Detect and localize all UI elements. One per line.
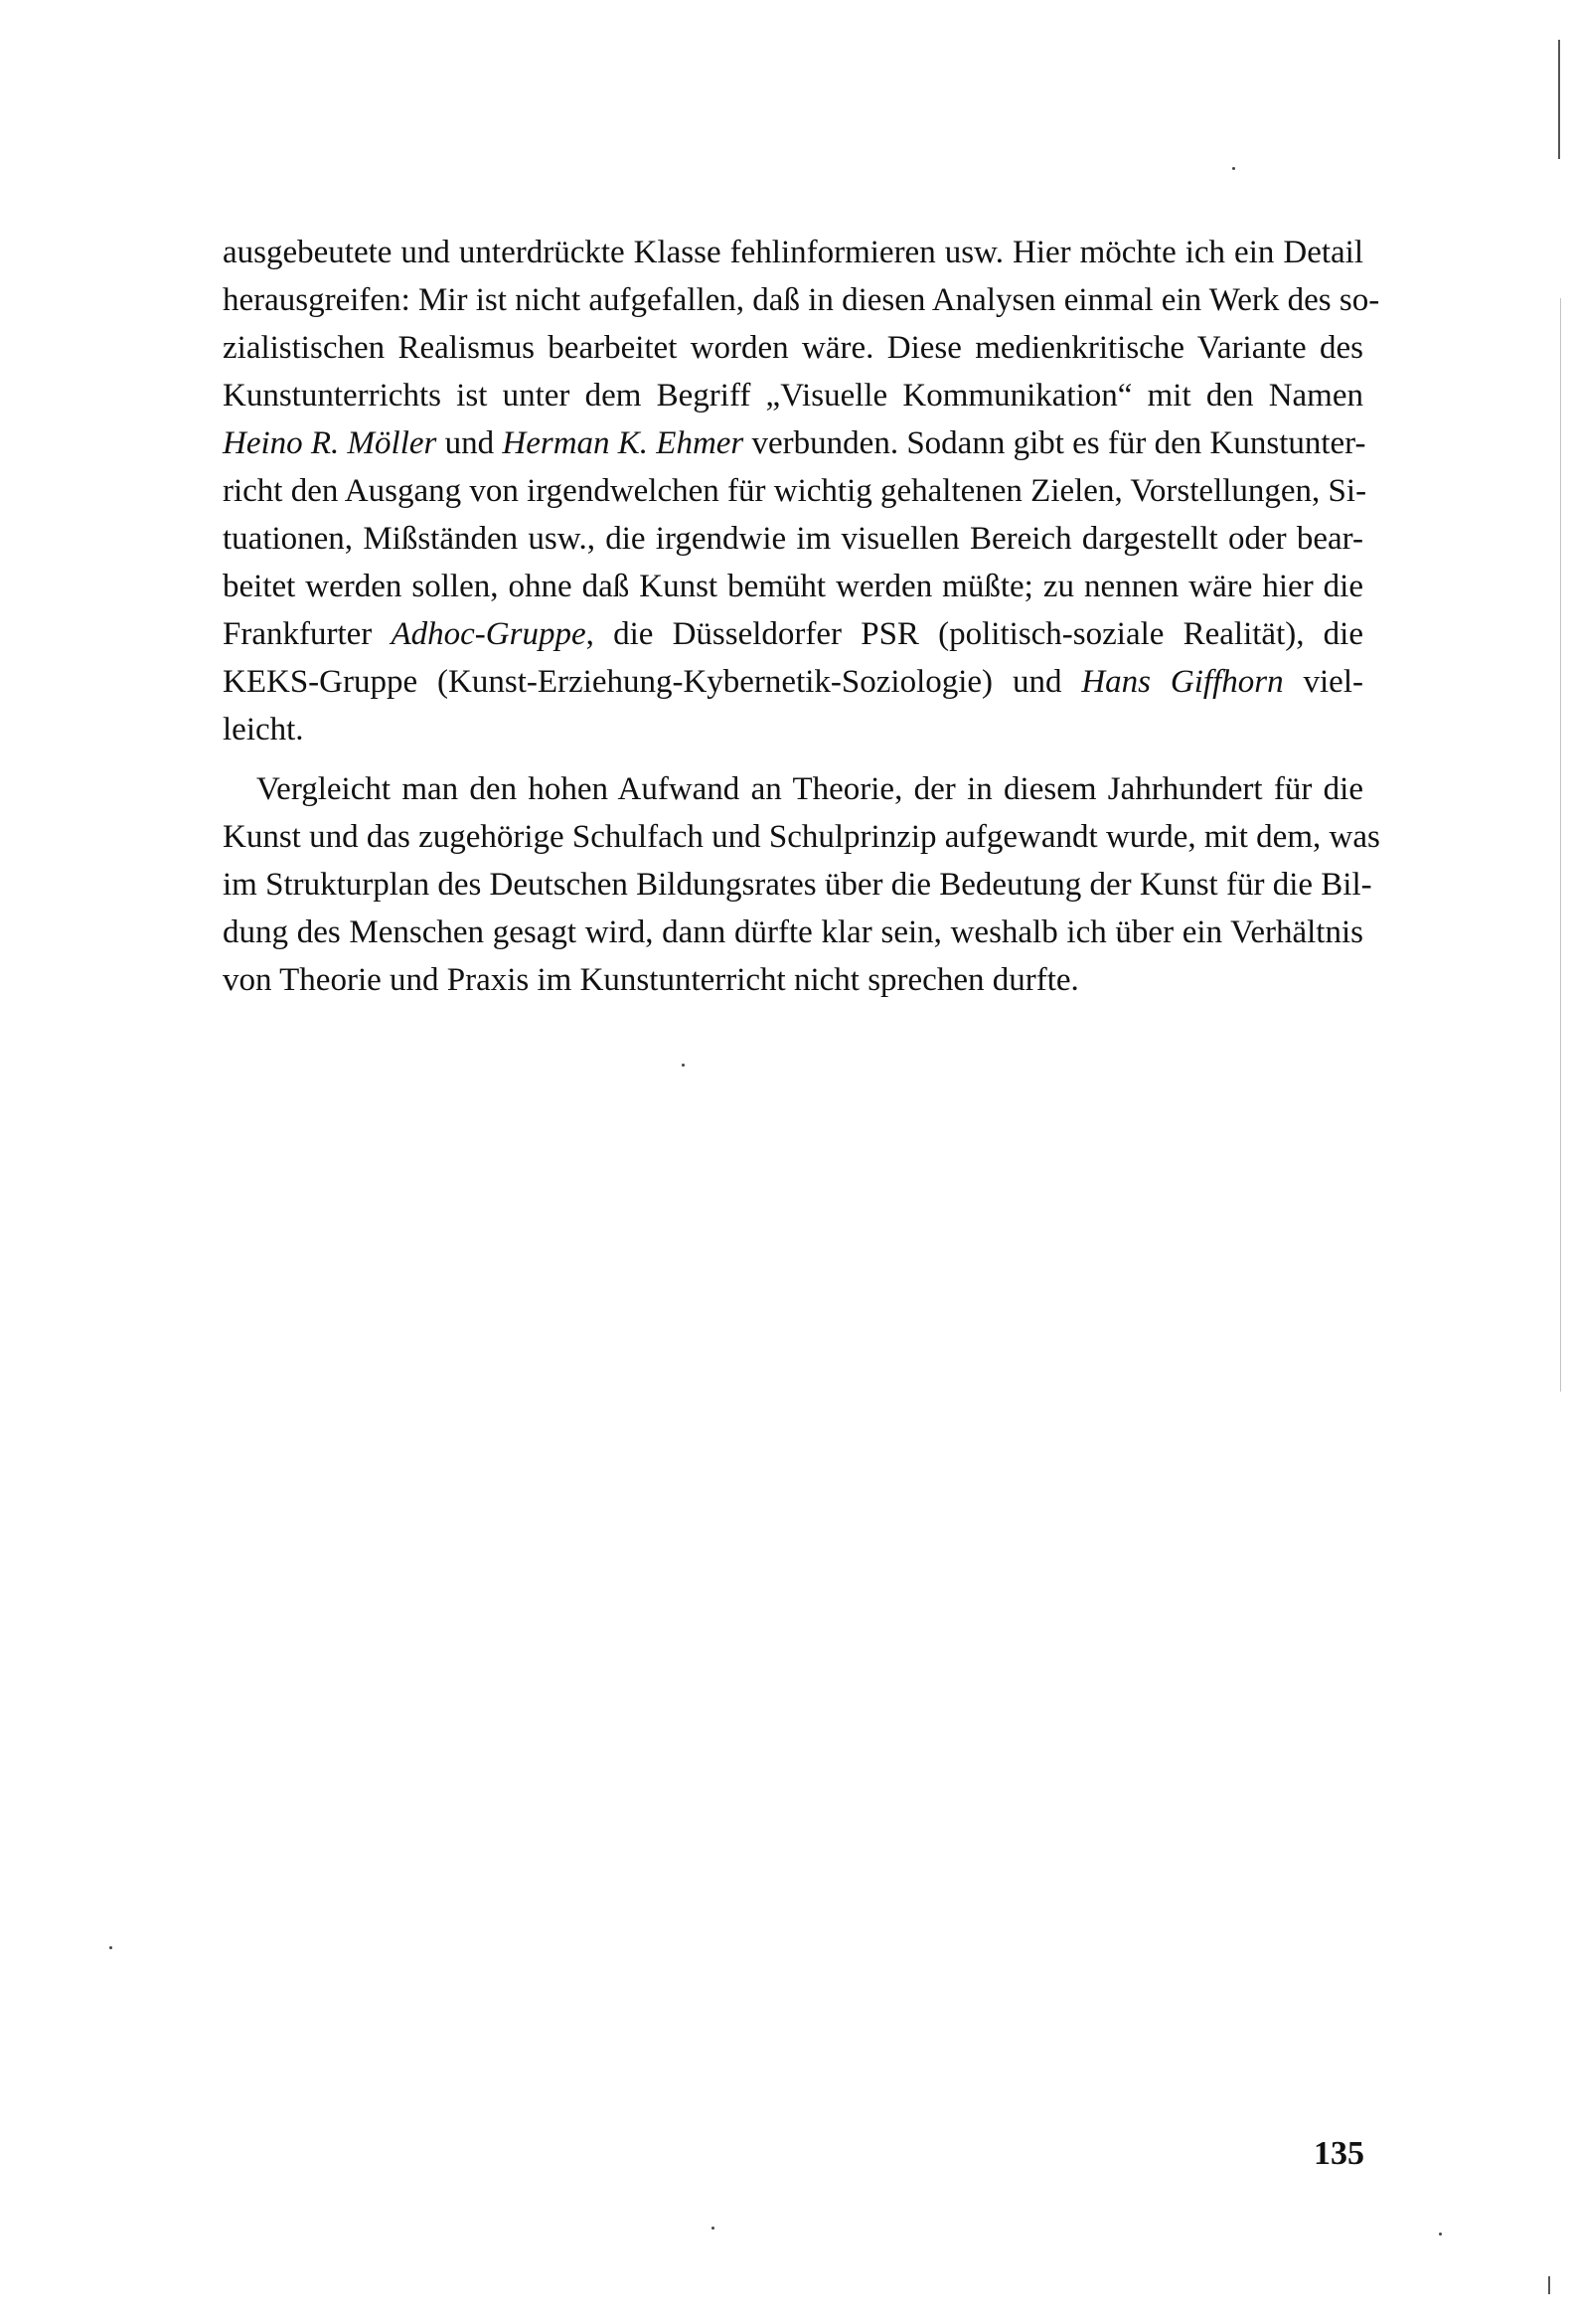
text-line: ausgebeutete und unterdrückte Klasse fehlinformieren usw. Hier möchte ich ein Detail — [223, 235, 1363, 270]
scan-speck — [682, 1064, 685, 1067]
text-line — [223, 658, 1363, 706]
scan-speck — [109, 1946, 112, 1949]
text-line: Vergleicht man den hohen Aufwand an Theorie, der in diesem Jahrhundert für die — [256, 771, 1363, 807]
scan-speck — [1439, 2233, 1442, 2236]
line-text: KEKS-Gruppe (Kunst-Erziehung-Kybernetik-Soziologie) und — [223, 664, 1082, 700]
text-line — [223, 610, 1363, 658]
text-line: im Strukturplan des Deutschen Bildungsrates über die Bedeutung der Kunst für die Bil- — [223, 867, 1372, 903]
text-line: Kunstunterrichts ist unter dem Begriff „Visuelle Kommunikation“ mit den Namen — [223, 378, 1363, 414]
text-line: richt den Ausgang von irgendwelchen für wichtig gehaltenen Zielen, Vorstellungen, Si- — [223, 473, 1367, 509]
text-line: zialistischen Realismus bearbeitet worden wäre. Diese medienkritische Variante des — [223, 330, 1363, 366]
paragraph — [223, 229, 1380, 753]
scan-speck — [1232, 167, 1235, 170]
text-line: tuationen, Mißständen usw., die irgendwie im visuellen Bereich dargestellt oder bear- — [223, 521, 1363, 557]
group-name: Adhoc-Gruppe — [391, 616, 586, 652]
line-text: Frankfurter — [223, 616, 392, 652]
scan-edge-mark — [1548, 2276, 1550, 2294]
text-line: herausgreifen: Mir ist nicht aufgefallen, daß in diesen Analysen einmal ein Werk des so- — [223, 282, 1380, 318]
text-line: Kunst und das zugehörige Schulfach und Schulprinzip aufgewandt wurde, mit dem, was — [223, 819, 1380, 855]
text-line: dung des Menschen gesagt wird, dann dürfte klar sein, weshalb ich über ein Verhältnis — [223, 914, 1363, 950]
page-number: 135 — [1314, 2135, 1364, 2172]
author-name: Hans Giffhorn — [1081, 664, 1284, 700]
text-line: beitet werden sollen, ohne daß Kunst bemüht werden müßte; zu nennen wäre hier die — [223, 569, 1363, 604]
body-text — [223, 229, 1380, 1004]
line-text: viel- — [1283, 664, 1363, 700]
line-text: , die Düsseldorfer PSR (politisch-soziale Realität), die — [585, 616, 1363, 652]
paragraph — [223, 765, 1380, 1004]
line-text: verbunden. Sodann gibt es für den Kunstunter- — [743, 425, 1366, 461]
author-name: Herman K. Ehmer — [502, 425, 744, 461]
scan-speck — [711, 2227, 714, 2230]
connector-text: und — [436, 425, 503, 461]
text-line: leicht. — [223, 712, 304, 747]
author-name: Heino R. Möller — [223, 425, 437, 461]
scan-edge-mark — [1558, 40, 1560, 159]
text-line — [223, 419, 1366, 467]
text-line: von Theorie und Praxis im Kunstunterricht nicht sprechen durfte. — [223, 962, 1079, 998]
scan-edge-mark — [1560, 298, 1561, 1392]
